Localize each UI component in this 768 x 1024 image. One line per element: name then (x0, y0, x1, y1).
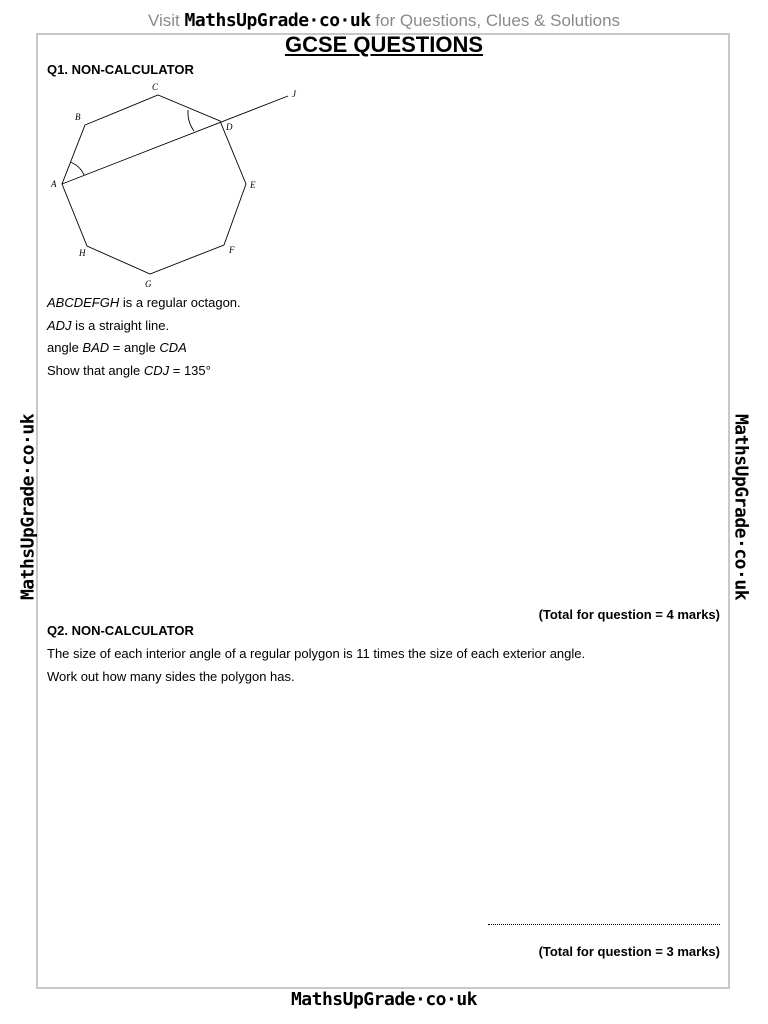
q2-line-1: The size of each interior angle of a regular polygon is 11 times the size of each exterior angle. (47, 646, 586, 661)
page-title: GCSE QUESTIONS (284, 32, 484, 57)
octagon-shape (62, 95, 246, 274)
q1-heading: Q1. NON-CALCULATOR (47, 62, 194, 77)
q2-heading: Q2. NON-CALCULATOR (47, 623, 194, 638)
angle-arc-a (70, 162, 84, 175)
label-a: A (51, 179, 57, 189)
q1-line-4: Show that angle CDJ = 135° (47, 363, 211, 378)
q2-line-2: Work out how many sides the polygon has. (47, 669, 295, 684)
header-prefix: Visit (147, 11, 185, 30)
q1-line-2: ADJ is a straight line. (47, 318, 170, 333)
octagon-diagram (40, 78, 310, 293)
label-b: B (75, 112, 81, 122)
answer-line[interactable] (488, 924, 720, 925)
footer-brand[interactable]: MathsUpGrade·co·uk (290, 989, 478, 1010)
q1-line-3: angle BAD = angle CDA (47, 340, 187, 355)
header-brand[interactable]: MathsUpGrade·co·uk (184, 10, 371, 31)
q1-total-marks: (Total for question = 4 marks) (538, 607, 720, 622)
label-h: H (79, 248, 86, 258)
header-banner (0, 10, 768, 31)
q2-total-marks: (Total for question = 3 marks) (538, 944, 720, 959)
label-f: F (229, 245, 235, 255)
q1-line-1: ABCDEFGH is a regular octagon. (47, 295, 241, 310)
label-j: J (292, 89, 296, 99)
side-brand-right: MathsUpGrade·co·uk (730, 413, 752, 601)
line-ajd (62, 96, 288, 184)
side-brand-left: MathsUpGrade·co·uk (17, 413, 39, 601)
label-c: C (152, 82, 159, 92)
angle-arc-d (188, 110, 194, 131)
header-suffix: for Questions, Clues & Solutions (370, 11, 621, 30)
label-e: E (250, 180, 256, 190)
label-d: D (226, 122, 233, 132)
label-g: G (145, 279, 152, 289)
